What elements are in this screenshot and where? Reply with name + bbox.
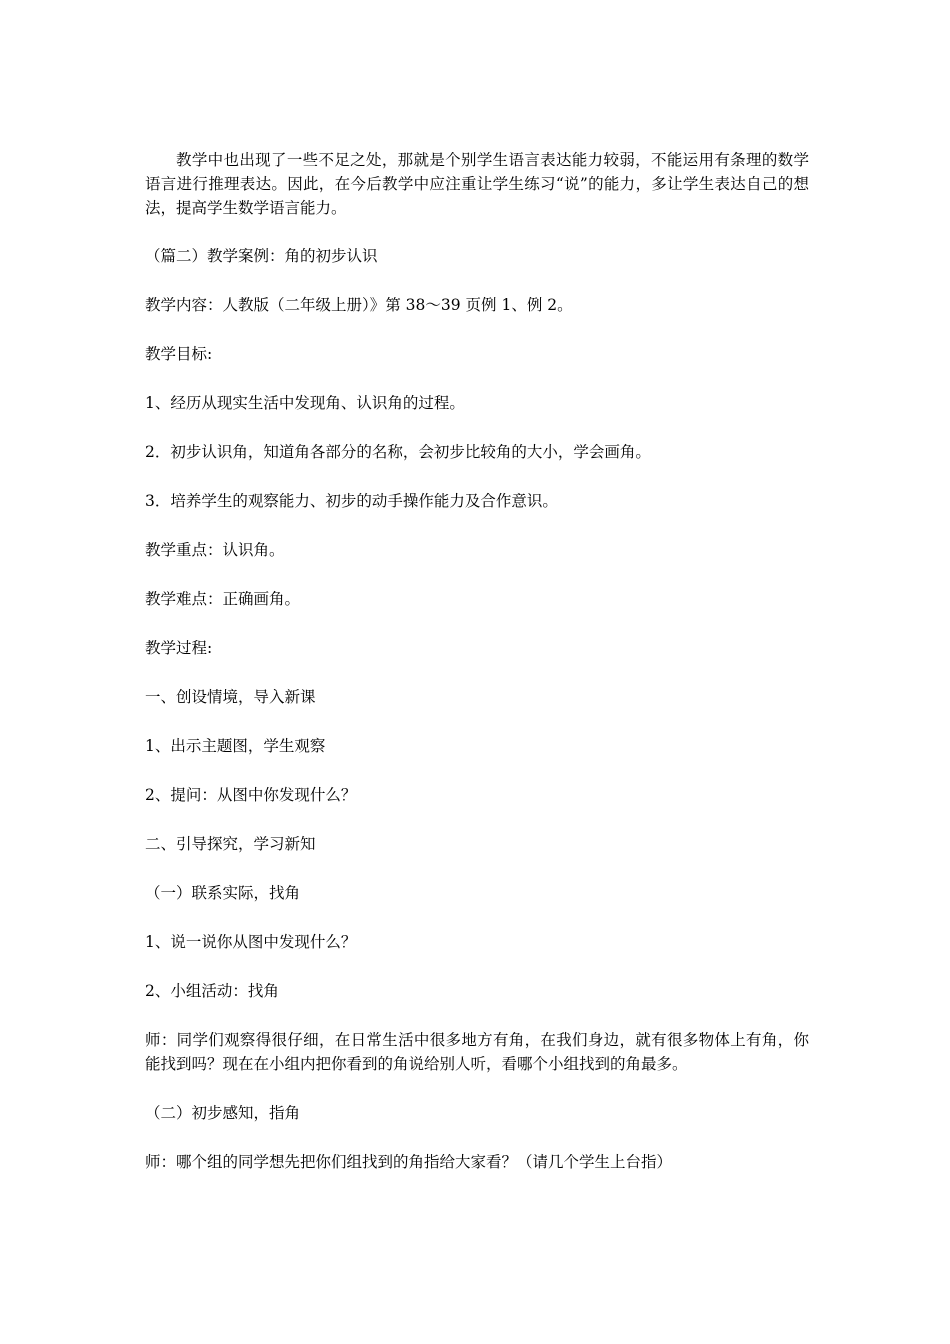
teacher-paragraph-1: 师：同学们观察得很仔细，在日常生活中很多地方有角，在我们身边，就有很多物体上有角，你能找到吗？现在在小组内把你看到的角说给别人听，看哪个小组找到的角最多。	[145, 1031, 809, 1073]
subsection-1-item-2: 2、小组活动：找角	[145, 982, 279, 1000]
key-point: 教学重点：认识角。	[145, 541, 285, 559]
section-2-heading: 二、引导探究，学习新知	[145, 835, 316, 853]
goal-item-2: 2．初步认识角，知道角各部分的名称，会初步比较角的大小，学会画角。	[145, 443, 651, 461]
case-heading: （篇二）教学案例：角的初步认识	[145, 247, 378, 265]
subsection-2-heading: （二）初步感知，指角	[145, 1104, 301, 1122]
section-1-item-2: 2、提问：从图中你发现什么？	[145, 786, 357, 804]
section-1-item-1: 1、出示主题图，学生观察	[145, 737, 326, 755]
section-1-heading: 一、创设情境，导入新课	[145, 688, 316, 706]
goal-item-3: 3．培养学生的观察能力、初步的动手操作能力及合作意识。	[145, 492, 558, 510]
subsection-1-item-1: 1、说一说你从图中发现什么？	[145, 933, 357, 951]
goal-item-1: 1、经历从现实生活中发现角、认识角的过程。	[145, 394, 465, 412]
teaching-content: 教学内容：人教版（二年级上册）》第 38～39 页例 1、例 2。	[145, 296, 573, 314]
goals-title: 教学目标:	[145, 345, 213, 363]
difficulty: 教学难点：正确画角。	[145, 590, 301, 608]
teacher-paragraph-2: 师：哪个组的同学想先把你们组找到的角指给大家看？（请几个学生上台指）	[145, 1153, 673, 1171]
document-body	[145, 148, 809, 1199]
process-title: 教学过程:	[145, 639, 213, 657]
subsection-1-heading: （一）联系实际，找角	[145, 884, 301, 902]
intro-paragraph: 教学中也出现了一些不足之处，那就是个别学生语言表达能力较弱，不能运用有条理的数学语言进行推理表达。因此，在今后教学中应注重让学生练习“说”的能力，多让学生表达自己的想法，提高学生数学语言能力。	[145, 151, 809, 217]
